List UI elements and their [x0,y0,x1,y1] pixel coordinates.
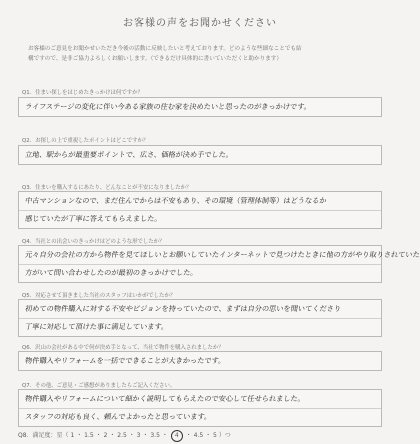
q8-separator: ・ [128,432,135,439]
q8-option[interactable]: 2.5 [117,432,127,439]
q8-separator: ・ [161,432,168,439]
q8-separator: ・ [142,432,149,439]
q2-label: Q2．お探しの上で重視したポイントはどこですか？ [22,138,149,144]
q2-answer: 立地、駅からが最重要ポイントで、広さ、価格が決め手でした。 [24,150,234,159]
q6-label: Q6．沢山の会社がある中で何が決め手となって、当社で物件を購入されましたか？ [22,345,224,351]
q3-rule [19,210,381,211]
q4-rule [19,264,381,265]
q4-answer-box [18,245,420,283]
q7-answer-box [18,389,382,427]
q4-answer-line-2: 方がいて問い合わせしたのが最初のきっかけでした。 [24,268,199,277]
form-intro [28,44,378,64]
q8-separator: ・ [76,432,83,439]
q3-answer-line-1: 中古マンションなので、まだ住んでからは不安もあり、その環境（管理体制等）はどうなるか [24,196,328,205]
q6-answer: 物件購入やリフォームを一括でできることが大きかったです。 [24,356,227,365]
q8-separator: ・ [95,432,102,439]
q8-label: Q8．満足度：星（ [18,432,69,439]
q8-separator: ・ [185,432,192,439]
q3-answer-line-2: 感じていたが丁寧に答えてもらえました。 [24,214,163,223]
q1-answer: ライフステージの変化に伴い今ある家族の住む家を決めたいと思ったのがきっかけです。 [24,102,312,111]
q8-option[interactable]: 2 [103,432,108,439]
q3-label: Q3．住まいを購入するにあたり、どんなことが不安になりましたか？ [22,185,192,191]
q8-option[interactable]: 3 [136,432,141,439]
intro-line-2: 構ですので、是非ご協力よろしくお願いします。（できるだけ具体的に書いていただくと助かります） [28,56,282,62]
q8-option[interactable]: 1.5 [84,432,94,439]
q2-answer-box [18,145,382,165]
q1-label: Q1．住まい探しをはじめたきっかけは何ですか？ [22,90,143,96]
q4-label: Q4．当社との出会いのきっかけはどのような形でしたか？ [22,239,165,245]
q8-option[interactable]: 5 [213,432,217,439]
q8-selected-option[interactable]: 4 [171,430,183,442]
q5-answer-line-1: 初めての物件購入に対する不安やビジョンを持っていたので、まずは自分の思いを聞いてくださり [24,304,342,313]
q8-suffix: ）つ [218,432,231,439]
q6-answer-box [18,351,382,371]
q5-answer-line-2: 丁寧に対応して頂けた事に満足しています。 [24,322,169,331]
q8-option[interactable]: 1 [70,432,75,439]
q8-separator: ・ [205,432,212,439]
q7-answer-line-2: スタッフの対応も良く、頼んでよかったと思っています。 [24,412,212,421]
q7-answer-line-1: 物件購入やリフォームについて細かく説明してもらえたので安心して任せられました。 [24,394,306,403]
q8-satisfaction-row [18,430,382,442]
q8-option[interactable]: 4.5 [193,432,204,439]
q7-label: Q7．その他、ご意見・ご感想がありましたらご記入ください。 [22,383,176,389]
form-title: お客様の声をお聞かせください [123,18,277,29]
q8-separator: ・ [109,432,116,439]
q1-answer-box [18,97,382,117]
q8-option[interactable]: 3.5 [150,432,160,439]
q5-answer-box [18,299,382,337]
q7-rule [19,408,381,409]
q5-label: Q5．対応させて頂きました当社のスタッフはいかがでしたか？ [22,293,176,299]
q5-rule [19,318,381,319]
intro-line-1: お客様のご意見をお聞かせいただき今後の活動に反映したいと考えております。どのような些細なことでも結 [28,46,302,52]
q4-answer-line-1: 元々自分の会社の方から物件を見てほしいとお願いしていたインターネットで見つけたときに他の方がやり取りされていた [24,250,420,259]
q3-answer-box [18,191,382,229]
